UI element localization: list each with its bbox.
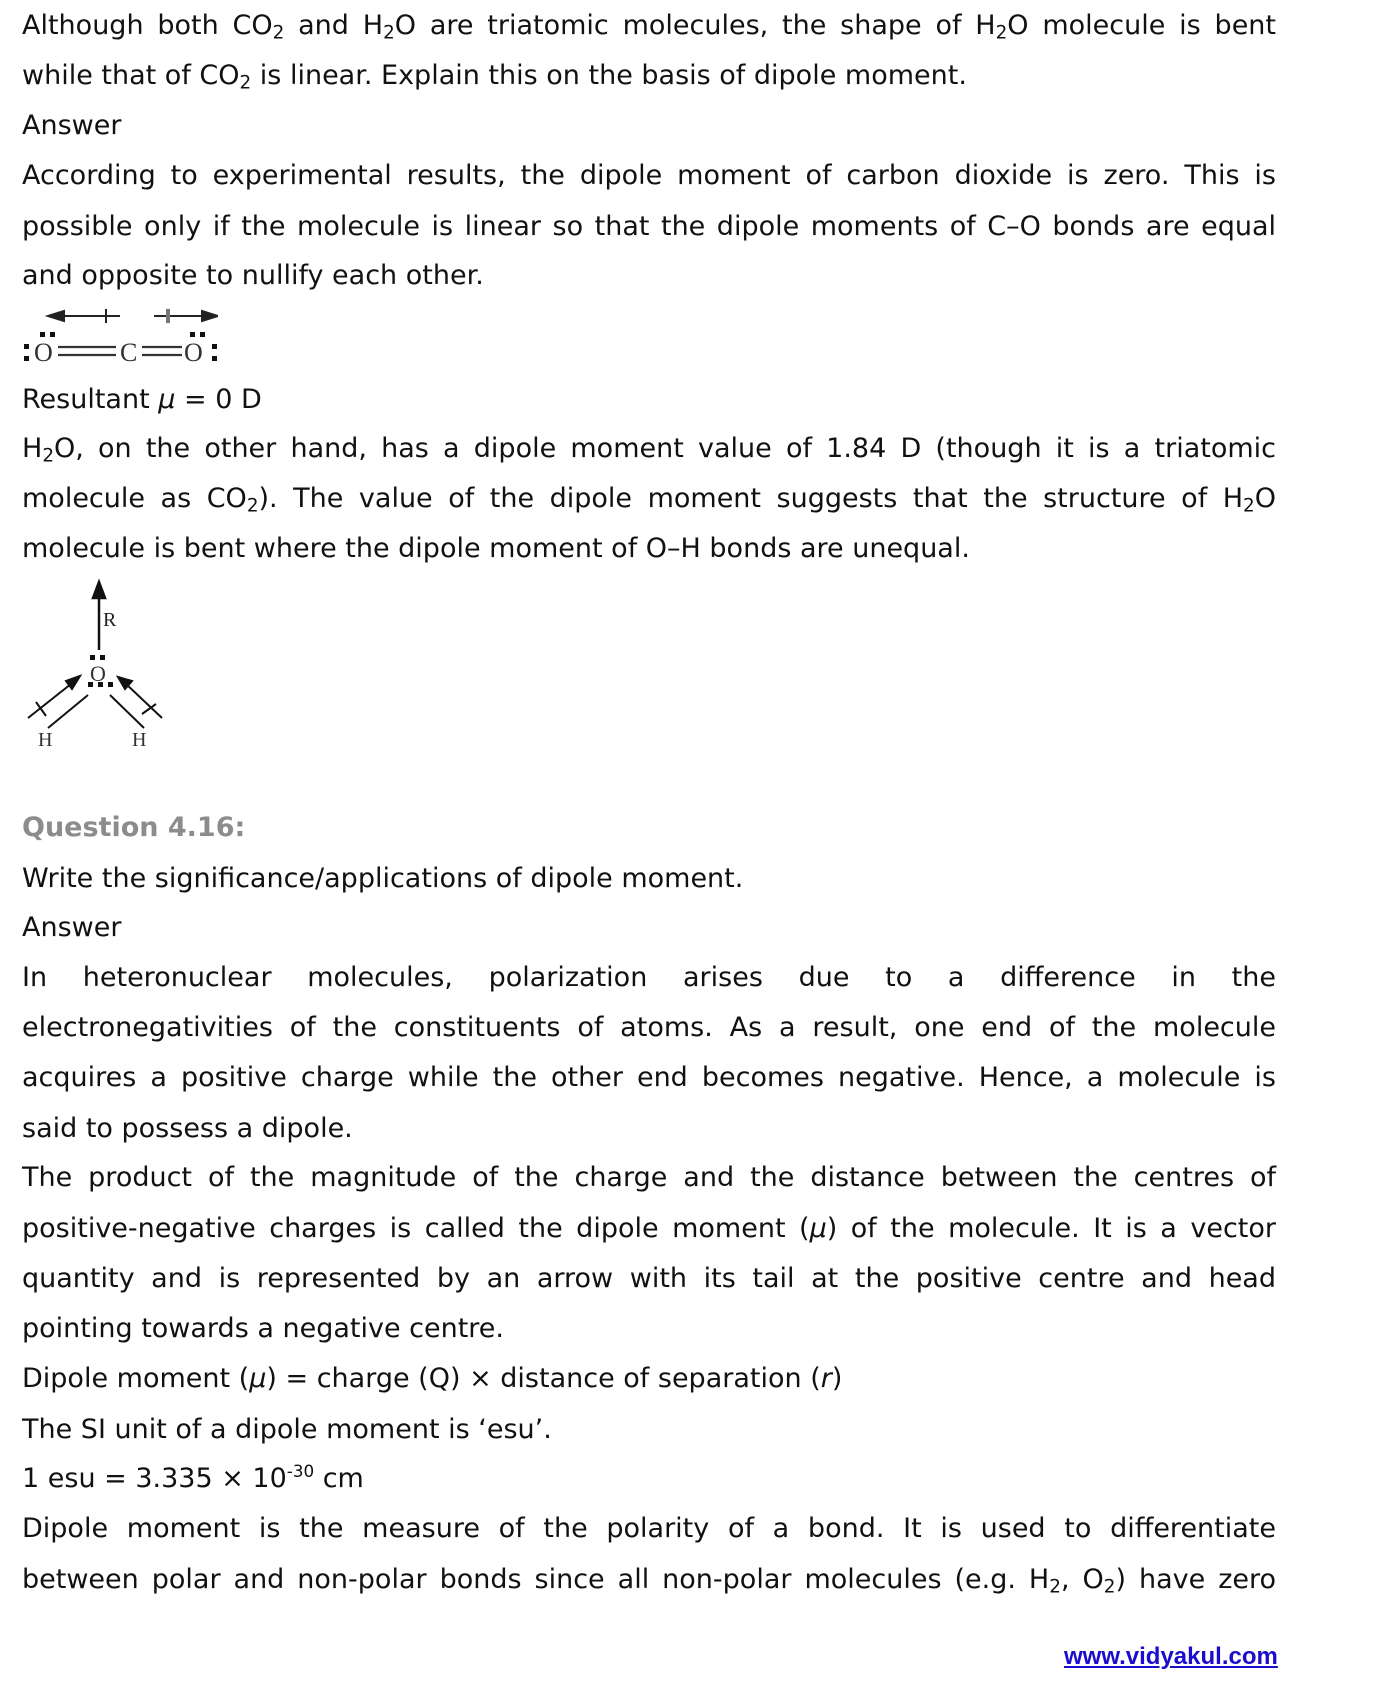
double-bond-right <box>142 347 182 355</box>
paragraph-line: electronegativities of the constituents of atoms. As a result, one end of the molecule <box>22 1012 1276 1043</box>
oxygen-atom-right: O <box>184 338 203 367</box>
paragraph-line: and opposite to nullify each other. <box>22 260 484 291</box>
resultant-line: Resultant μ = 0 D <box>22 384 262 415</box>
double-bond-left <box>58 347 116 355</box>
hydrogen-atom-right: H <box>132 729 147 748</box>
question-text: Write the significance/applications of dipole moment. <box>22 863 744 894</box>
formula-line: Dipole moment (μ) = charge (Q) × distance of separation (r) <box>22 1363 843 1394</box>
co2-dipole-diagram <box>18 300 218 370</box>
paragraph-line: According to experimental results, the dipole moment of carbon dioxide is zero. This is <box>22 160 1276 191</box>
paragraph-line: between polar and non-polar bonds since all non-polar molecules (e.g. $H_2$, $O_2$) have zero <box>22 1564 1277 1598</box>
vidyakul-link[interactable]: www.vidyakul.com <box>1064 1643 1278 1670</box>
resultant-label: R <box>103 609 117 631</box>
paragraph-line: molecule as $CO_2$). The value of the dipole moment suggests that the structure of $H_2O$ <box>22 483 1276 517</box>
question-heading: Question 4.16: <box>22 812 246 843</box>
paragraph-line: molecule is bent where the dipole moment of O–H bonds are unequal. <box>22 533 970 564</box>
paragraph-line: possible only if the molecule is linear so that the dipole moments of C–O bonds are equal <box>22 211 1276 242</box>
paragraph-line: positive-negative charges is called the dipole moment (μ) of the molecule. It is a vector <box>22 1213 1276 1244</box>
answer-label: Answer <box>22 110 122 141</box>
carbon-atom: C <box>120 338 138 367</box>
oxygen-atom-left: O <box>34 338 53 367</box>
bond-dipole-left <box>28 676 88 728</box>
paragraph-line: $H_2O$, on the other hand, has a dipole moment value of 1.84 D (though it is a triatomic <box>22 433 1276 467</box>
esu-conversion-line: 1 esu = $3.335 \times 10^{-30}$ cm <box>22 1460 364 1494</box>
paragraph-line: Dipole moment is the measure of the polarity of a bond. It is used to differentiate <box>22 1513 1276 1544</box>
paragraph-line: acquires a positive charge while the other end becomes negative. Hence, a molecule is <box>22 1062 1276 1093</box>
si-unit-line: The SI unit of a dipole moment is ‘esu’. <box>22 1414 552 1445</box>
paragraph-line: In heteronuclear molecules, polarization arises due to a difference in the <box>22 962 1276 993</box>
paragraph-line: quantity and is represented by an arrow with its tail at the positive centre and head <box>22 1263 1276 1294</box>
bond-dipole-arrow-right <box>154 309 218 323</box>
hydrogen-atom-left: H <box>38 729 53 748</box>
h2o-dipole-diagram <box>20 578 170 748</box>
oxygen-atom: O <box>90 661 106 686</box>
answer-label: Answer <box>22 912 122 943</box>
paragraph-line: pointing towards a negative centre. <box>22 1313 504 1344</box>
paragraph-line: The product of the magnitude of the charge and the distance between the centres of <box>22 1162 1276 1193</box>
paragraph-line: said to possess a dipole. <box>22 1113 353 1144</box>
bond-dipole-right <box>110 677 162 728</box>
question-text-line: Although both $CO_2$ and $H_2O$ are triatomic molecules, the shape of $H_2O$ molecule is bent <box>22 10 1277 44</box>
question-text-line: while that of $CO_2$ is linear. Explain this on the basis of dipole moment. <box>22 60 967 94</box>
bond-dipole-arrow-left <box>48 309 120 323</box>
